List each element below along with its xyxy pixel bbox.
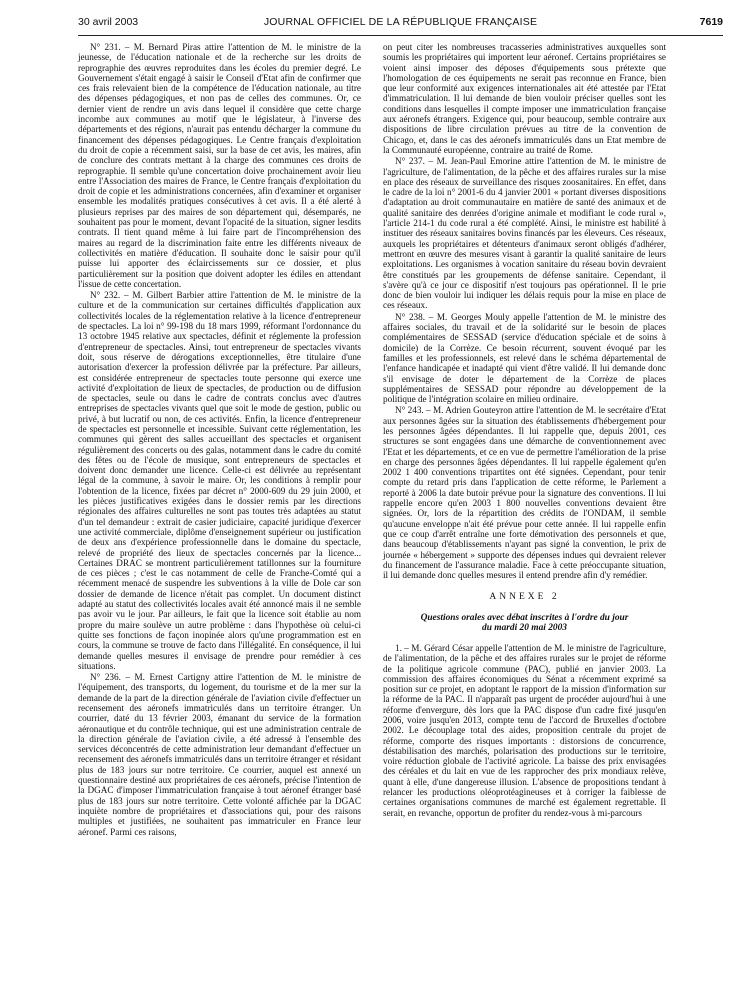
journal-title: JOURNAL OFFICIEL DE LA RÉPUBLIQUE FRANÇAISE xyxy=(263,16,538,28)
oral-question-1: 1. – M. Gérard César appelle l'attention de M. le ministre de l'agriculture, de l'alimentation, de la pêche et des affaires rurales sur le projet de réforme de la politique agricole commune (PAC), publié en janvier 2003. La commission des affaires économiques du Sénat a récemment exprimé sa position sur ce projet, en adoptant le rapport de la mission d'information sur la réforme de la PAC. Il n'apparaît pas urgent de procéder aujourd'hui à une réforme d'envergure, dès lors que la PAC dispose d'un cadre fixé jusqu'en 2006, voire jusqu'en 2013, compte tenu de l'accord de Bruxelles d'octobre 2002. Le découplage total des aides, proposition centrale du projet de réforme, comporte des risques importants : distorsions de concurrence, déstabilisation des marchés, polarisation des productions sur le territoire, voire réduction globale de l'activité agricole. La baisse des prix envisagées des céréales et du lait en vue de les rapprocher des prix mondiaux relève, quant à elle, d'une dangereuse illusion. L'absence de propositions tendant à relancer les productions oléoprotéagineuses et à corriger la faiblesse de certaines organisations communes de marché est également regrettable. Il serait, en revanche, opportun de profiter du rendez-vous à mi-parcours xyxy=(383,642,666,818)
right-column xyxy=(383,42,666,819)
question-231: N° 231. – M. Bernard Piras attire l'attention de M. le ministre de la jeunesse, de l'éducation nationale et de la recherche sur les droits de reprographie des œuvres reproduites dans les écoles du premier degré. Le Gouvernement s'était engagé à saisir le Conseil d'Etat afin de confirmer que ces frais relevaient bien de la compétence de l'éducation nationale, au titre des dépenses pédagogiques, et non pas de celles des communes. Or, ce dernier vient de rendre un avis dans lequel il considère que cette charge incombe aux communes au motif que le législateur, à l'inverse des départements et des régions, n'aurait pas entendu décharger la commune du financement des dépenses pédagogiques. Le Centre français d'exploitation du droit de copie a récemment saisi, sur la base de cet avis, les maires, afin de conclure des contrats mettant à la charge des communes ces droits de reprographie. Il semble qu'une concertation doive prochainement avoir lieu entre l'Association des maires de France, le Centre français d'exploitation du droit de copie et les administrations concernées, afin d'examiner et organiser ensemble les modalités pratiques consécutives à cet avis. Il a été alerté à plusieurs reprises par des maires de son département qui, désemparés, ne souhaitent pas pour le moment, devant l'opacité de la situation, signer lesdits contrats. Il tient quand même à lui faire part de l'incompréhension des maires au regard de la discrimination faite entre les différents niveaux de collectivités en matière d'éducation. Il souhaite donc le saisir pour qu'il puisse lui apporter des éclaircissements sur ce dossier, et plus particulièrement sur la position que doivent adopter les édiles en attendant l'issue de cette concertation. xyxy=(78,42,361,289)
annexe-title: ANNEXE 2 xyxy=(489,592,560,603)
question-236-continuation: on peut citer les nombreuses tracasseries administratives auxquelles sont soumis les propriétaires qui importent leur aéronef. Certains propriétaires se voient ainsi imposer des déposes d'équipements sous prétexte que l'homologation de ces équipements ne serait pas reconnue en France, bien que leur conformité aux exigences internationales ait été attestée par l'Etat d'immatriculation. Il lui demande de bien vouloir préciser quelles sont les conditions dans lesquelles il compte imposer une immatriculation française aux aéronefs étrangers. Exigence qui, pour beaucoup, semble contraire aux dispositions de libre circulation prévues au titre de la convention de Chicago, et, dans le cas des aéronefs immatriculés dans un Etat membre de la Communauté européenne, contraire au traité de Rome. xyxy=(383,42,666,155)
annexe-subtitle xyxy=(383,613,666,634)
question-238: N° 238. – M. Georges Mouly appelle l'attention de M. le ministre des affaires sociales, du travail et de la solidarité sur le besoin de places complémentaires de SESSAD (service d'éducation spéciale et de soins à domicile) de la Corrèze. Ce besoin récurrent, souvent évoqué par les familles et les professionnels, est relevé dans le schéma départemental de l'enfance handicapée et inadapté qui vient d'être validé. Il lui demande donc s'il envisage de doter le département de la Corrèze de places supplémentaires de SESSAD pour répondre au développement de la politique de l'intégration scolaire en milieu ordinaire. xyxy=(383,311,666,405)
question-243: N° 243. – M. Adrien Gouteyron attire l'attention de M. le secrétaire d'Etat aux personnes âgées sur la situation des établissements d'hébergement pour les personnes âgées dépendantes. Il lui rappelle que, depuis 2001, ces structures se sont engagées dans une démarche de conventionnement avec l'Etat et les départements, et ce en vue de permettre l'amélioration de la prise en charge des personnes âgées dépendantes. Il lui rappelle également qu'en 2002 1 400 conventions tripartites ont été signées. Cependant, pour tenir compte du retard pris dans l'application de cette réforme, le Parlement a reporté à 2006 la date butoir prévue pour la signature des conventions. Il lui rappelle encore qu'en 2003 1 800 nouvelles conventions devaient être signées. Or, lors de la répartition des crédits de l'ONDAM, il semble qu'aucune enveloppe n'ait été prévue pour cette année. Il lui rappelle enfin que ce coup d'arrêt entraîne une forte démotivation des personnels et que, dans beaucoup d'établissements n'ayant pas signé la convention, le prix de journée « hébergement » supporte des dépenses indues qui devraient relever du financement de l'assurance maladie. Face à cette préoccupante situation, il lui demande donc quelles mesures il entend prendre afin d'y remédier. xyxy=(383,405,666,581)
annexe-subtitle-line-2: du mardi 20 mai 2003 xyxy=(482,623,567,634)
question-236: N° 236. – M. Ernest Cartigny attire l'attention de M. le ministre de l'équipement, des transports, du logement, du tourisme et de la mer sur la demande de la part de la direction générale de l'aviation civile d'effectuer un recensement des aéronefs immatriculés dans un territoire étranger. Un courrier, daté du 13 février 2003, émanant du service de la formation aéronautique et du contrôle technique, qui est une administration centrale de la direction générale de l'aviation civile, a été adressé à l'ensemble des services déconcentrés de cette administration leur demandant d'effectuer un recensement des aéronefs immatriculés dans un territoire étranger et résidant plus de 183 jours sur notre territoire. Ce courrier, auquel est annexé un questionnaire destiné aux propriétaires de ces aéronefs, précise l'intention de la DGAC d'imposer l'immatriculation française à tout aéronef étranger basé plus de 183 jours sur notre territoire. Cette volonté affichée par la DGAC inquiète nombre de propriétaires et d'associations qui, pour des raisons multiples et justifiées, ne souhaitent pas immatriculer en France leur aéronef. Parmi ces raisons, xyxy=(78,672,361,837)
page-header xyxy=(78,16,723,32)
question-237: N° 237. – M. Jean-Paul Emorine attire l'attention de M. le ministre de l'agriculture, de l'alimentation, de la pêche et des affaires rurales sur la mise en place des réseaux de surveillance des risques zoosanitaires. En effet, dans le cadre de la loi n° 2001-6 du 4 janvier 2001 « portant diverses dispositions d'adaptation au droit communautaire en matière de santé des animaux et de qualité sanitaire des denrées d'origine animale et modifiant le code rural », l'article 214-1 du code rural a été complété. Ainsi, le ministre est habilité à instituer des réseaux sanitaires bovins financés par les éleveurs. Ces réseaux, auxquels les propriétaires et détenteurs d'animaux seront obligés d'adhérer, mettront en œuvre des mesures visant à garantir la qualité sanitaire de leurs exploitations. Les organismes à vocation sanitaire du réseau bovin devraient être constitués par les groupements de défense sanitaire. Cependant, il s'avère qu'à ce jour ce dispositif n'est toujours pas opérationnel. Il le prie donc de bien vouloir lui indiquer les délais requis pour la mise en place de ces réseaux. xyxy=(383,156,666,311)
question-232: N° 232. – M. Gilbert Barbier attire l'attention de M. le ministre de la culture et de la communication sur certaines difficultés d'application aux collectivités locales de la réglementation relative à la licence d'entrepreneur de spectacles. La loi n° 99-198 du 18 mars 1999, réformant l'ordonnance du 13 octobre 1945 relative aux spectacles, définit et réglemente la profession d'entrepreneur de spectacles. Ainsi, tout entrepreneur de spectacles vivants doit, sous réserve de dérogations exceptionnelles, être titulaire d'une autorisation d'exercer la profession délivrée par la préfecture. Par ailleurs, est considérée entrepreneur de spectacles toute personne qui exerce une activité d'exploitation de lieux de spectacles, de production ou de diffusion de spectacles, seule ou dans le cadre de contrats conclus avec d'autres entreprises de spectacles vivants quel que soit le mode de gestion, public ou privé, à but lucratif ou non, de ces activités. Enfin, la licence d'entrepreneur de spectacles est personnelle et incessible. Suivant cette réglementation, les communes qui gèrent des salles accueillant des spectacles et organisent régulièrement des concerts ou des galas, notamment dans le cadre du comité des fêtes ou de l'école de musique, sont entrepreneurs de spectacles et doivent donc demander une licence. Celle-ci est délivrée au représentant légal de la commune, à savoir le maire. Or, les conditions à remplir pour l'obtention de la licence, fixées par décret n° 2000-609 du 29 juin 2000, et les pièces justificatives exigées dans le dossier remis par les directions régionales des affaires culturelles ne sont pas toutes très adaptées au statut d'un tel demandeur : extrait de casier judiciaire, capacité juridique d'exercer une activité commerciale, diplôme d'enseignement supérieur ou justification de deux ans d'expérience professionnelle dans le domaine du spectacle, relevé de propriété des lieux de spectacles concernés par la licence... Certaines DRAC se montrent particulièrement tatillonnes sur la fourniture de ces pièces ; c'est le cas notamment de celle de Franche-Comté qui a récemment menacé de suspendre les subventions à la ville de Dole car son dossier de demande de licence n'était pas complet. Un document distinct adapté au statut des collectivités locales avait été annoncé mais il ne semble pas avoir vu le jour. Par ailleurs, le fait que la licence soit établie au nom propre du maire soulève un autre problème : dans l'hypothèse où celui-ci quitte ses fonctions de façon inopinée alors qu'une programmation est en cours, la commune se trouve de facto dans l'illégalité. En conséquence, il lui demande quelles mesures il envisage de prendre pour remédier à ces situations. xyxy=(78,290,361,671)
page-number: 7619 xyxy=(699,16,723,28)
header-rule xyxy=(78,35,723,36)
annexe-subtitle-line-1: Questions orales avec débat inscrites à l'ordre du jour xyxy=(420,612,629,623)
publication-date: 30 avril 2003 xyxy=(78,16,139,28)
left-column xyxy=(78,42,361,838)
